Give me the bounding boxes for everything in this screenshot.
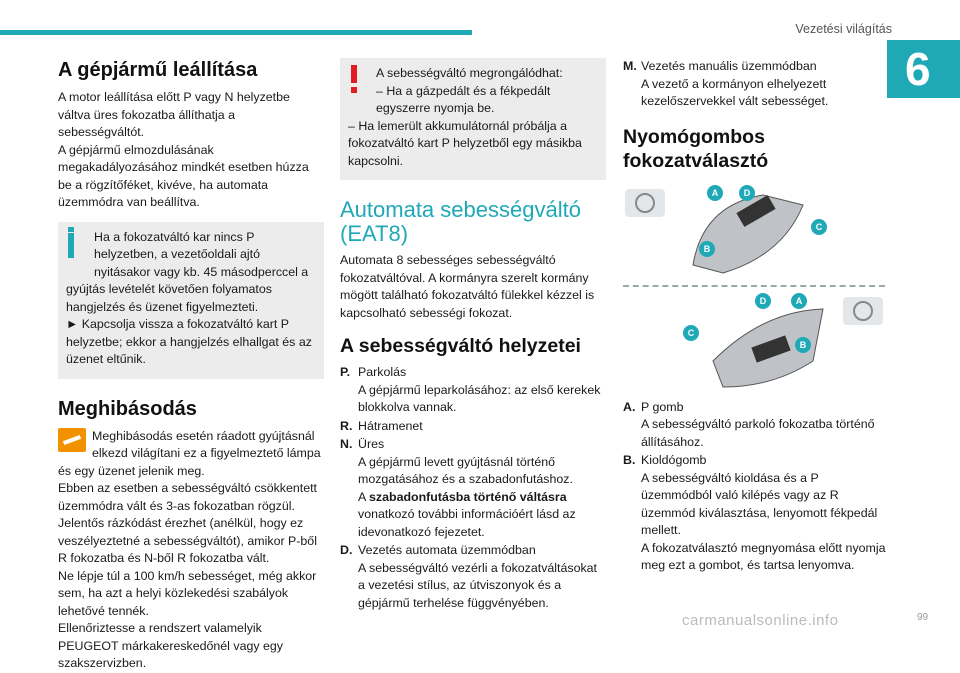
- callout-a: A: [791, 293, 807, 309]
- callout-b: B: [699, 241, 715, 257]
- fault-text: Ne lépje túl a 100 km/h sebességet, még akkor sem, ha azt a helyi közlekedési szabályok lehetővé tennék.: [58, 568, 317, 618]
- callout-c: C: [811, 219, 827, 235]
- fault-text: Meghibásodás esetén ráadott gyújtásnál elkezd világítani ez a figyelmeztető lámpa és egy üzenet jelenik meg.: [58, 428, 321, 478]
- fault-text: Ellenőriztesse a rendszert valamelyik PEUGEOT márkakereskedőnél vagy egy szakszervizben.: [58, 621, 283, 670]
- callout-d: D: [739, 185, 755, 201]
- list-item: P. Parkolás A gépjármű leparkolásához: az első kerekek blokkolva vannak.: [340, 365, 601, 414]
- list-item: R. Hátramenet: [340, 418, 423, 433]
- callout-d: D: [755, 293, 771, 309]
- gear-selector-image: [703, 301, 833, 391]
- freewheel-note: A szabadonfutásba történő váltásra vonatkozó további információért lásd az idevonatkozó fejezetet.: [358, 489, 576, 539]
- heading-push-button-selector: Nyomógombos fokozatválasztó: [623, 125, 769, 172]
- paragraph: Automata 8 sebességes sebességváltó fokozatváltóval. A kormányra szerelt kormány mögött található fokozatváltó fülekkel kézzel is kapcsolható sebességi fokozat.: [340, 253, 595, 320]
- header-accent-bar: [0, 30, 472, 35]
- callout-b: B: [795, 337, 811, 353]
- steering-wheel-icon: [625, 189, 665, 217]
- column-left: [58, 58, 324, 673]
- heading-automatic-gearbox: Automata sebességváltó (EAT8): [340, 197, 581, 246]
- info-text: Ha a fokozatváltó kar nincs P helyzetben, a vezetőoldali ajtó nyitásakor vagy kb. 45 másodperccel a gyújtás levételét követően folyamatos hangjelzés és üzenet figyelmezteti.: [66, 229, 309, 314]
- callout-a: A: [707, 185, 723, 201]
- column-right: [623, 58, 889, 576]
- heading-fault: Meghibásodás: [58, 397, 197, 420]
- warning-text: A sebességváltó megrongálódhat:: [376, 66, 563, 80]
- info-icon: [66, 229, 88, 265]
- paragraph: A motor leállítása előtt P vagy N helyzetbe váltva üres fokozatba állíthatja a sebességváltót.: [58, 90, 290, 139]
- page-number: 99: [917, 612, 929, 623]
- info-text-2: ► Kapcsolja vissza a fokozatváltó kart P helyzetbe; ekkor a hangjelzés elhallgat és az üzenet eltűnik.: [66, 317, 312, 366]
- list-item: B. Kioldógomb A sebességváltó kioldása és a P üzemmódból való kilépés vagy az R üzemmód kiválasztása, lenyomott fékpedál mellett. A fokozatválasztó megnyomása előtt nyomja meg ezt a gombot, és tartsa lenyomva.: [623, 453, 886, 572]
- divider: [623, 285, 885, 287]
- list-item: M. Vezetés manuális üzemmódban A vezető a kormányon elhelyezett kezelőszervekkel vált sebességet.: [623, 59, 829, 108]
- heading-stopping-vehicle: A gépjármű leállítása: [58, 59, 258, 81]
- list-item: N. Üres A gépjármű levett gyújtásnál történő mozgatásához és a szabadonfutáshoz. A szabadonfutásba történő váltásra vonatkozó további információért lásd az idevonatkozó fejezetet.: [340, 436, 606, 541]
- wrench-warning-icon: [58, 428, 86, 452]
- warning-icon: [348, 65, 370, 101]
- gear-selector-illustration-rhd: [623, 293, 889, 393]
- column-middle: [340, 58, 606, 613]
- callout-c: C: [683, 325, 699, 341]
- list-item: D. Vezetés automata üzemmódban A sebességváltó vezérli a fokozatváltásokat a vezetési stílus, az útviszonyok és a gépjármű terhelése függvényében.: [340, 543, 597, 610]
- fault-text: Jelentős rázkódást érezhet (anélkül, hogy ez veszélyeztetné a sebességváltót), amikor P-ből R fokozatba és N-ből R fokozatba vált.: [58, 516, 317, 565]
- steering-wheel-icon: [843, 297, 883, 325]
- section-title: Vezetési világítás: [795, 22, 892, 36]
- gear-selector-illustration-lhd: [623, 179, 889, 279]
- fault-text: Ebben az esetben a sebességváltó csökkentett üzemmódra vált és 3-as fokozatban rögzül.: [58, 481, 317, 513]
- warning-box: [340, 58, 606, 180]
- info-box: [58, 222, 324, 379]
- watermark: carmanualsonline.info: [682, 612, 839, 629]
- paragraph: A gépjármű elmozdulásának megakadályozásához mindkét esetben húzza be a rögzítőféket, kivéve, ha automata üzemmódra van beállítva.: [58, 142, 309, 209]
- warning-text: – Ha a gázpedált és a fékpedált egyszerre nyomja be.: [376, 83, 551, 115]
- heading-gearbox-positions: A sebességváltó helyzetei: [340, 335, 581, 357]
- chapter-tab: 6: [887, 40, 960, 98]
- warning-text: – Ha lemerült akkumulátornál próbálja a fokozatváltó kart P helyzetből egy másikba kapcsolni.: [348, 118, 582, 168]
- list-item: A. P gomb A sebességváltó parkoló fokozatba történő állításához.: [623, 399, 875, 449]
